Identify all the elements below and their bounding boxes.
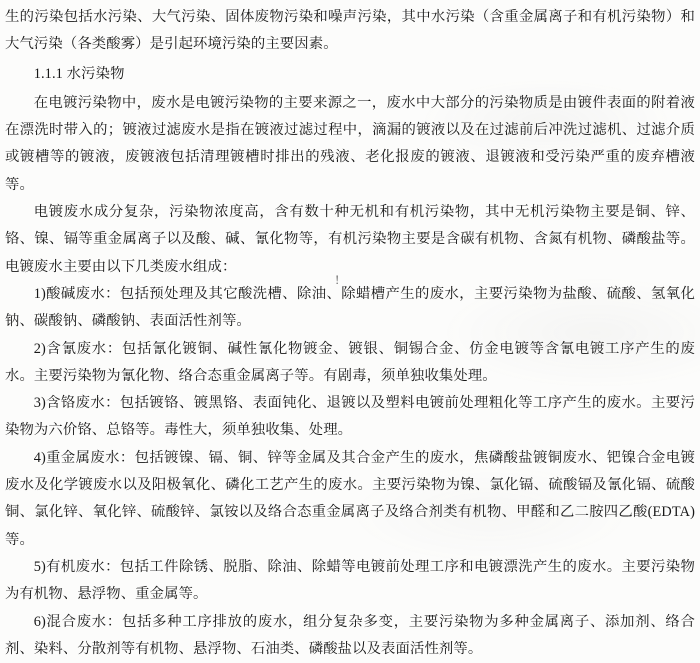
list-item-cyanide-wastewater: 2)含氰废水：包括氰化镀铜、碱性氰化物镀金、镀银、铜锡合金、仿金电镀等含氰电镀工序产生的废水。主要污染物为氰化物、络合态重金属离子等。有剧毒，须单独收集处理。 [5, 340, 695, 384]
document-text-body [5, 4, 695, 663]
list-item-heavy-metal-wastewater: 4)重金属废水：包括镀镍、镉、铜、锌等金属及其合金产生的废水，焦磷酸盐镀铜废水、钯镍合金电镀废水及化学镀废水以及阳极氧化、磷化工艺产生的废水。主要污染物为镍、氯化镉、硫酸镉及氰化镉、硫酸铜、氯化锌、氧化锌、硫酸锌、氯铵以及络合态重金属离子及络合剂类有机物、甲醛和乙二胺四乙酸(EDTA)等。 [5, 449, 695, 548]
list-item-chromium-wastewater: 3)含铬废水：包括镀铬、镀黑铬、表面钝化、退镀以及塑料电镀前处理粗化等工序产生的废水。主要污染物为六价铬、总铬等。毒性大，须单独收集、处理。 [5, 395, 695, 439]
scan-artifact-mark: ! [335, 272, 340, 287]
list-item-organic-wastewater: 5)有机废水：包括工件除锈、脱脂、除油、除蜡等电镀前处理工序和电镀漂洗产生的废水。主要污染物为有机物、悬浮物、重金属等。 [5, 558, 695, 603]
list-item-acid-alkali-wastewater: 1)酸碱废水：包括预处理及其它酸洗槽、除油、除蜡槽产生的废水，主要污染物为盐酸、硫酸、氢氧化钠、碳酸钠、磷酸钠、表面活性剂等。 [5, 285, 695, 330]
section-heading: 1.1.1 水污染物 [33, 65, 125, 82]
paragraph-intro-continuation: 生的污染包括水污染、大气污染、固体废物污染和噪声污染，其中水污染（含重金属离子和有机污染物）和大气污染（各类酸雾）是引起环境污染的主要因素。 [5, 9, 695, 53]
list-item-mixed-wastewater: 6)混合废水：包括多种工序排放的废水，组分复杂多变，主要污染物为多种金属离子、添加剂、络合剂、染料、分散剂等有机物、悬浮物、石油类、磷酸盐以及表面活性剂等。 [5, 613, 695, 657]
paragraph-wastewater-composition: 电镀废水成分复杂，污染物浓度高，含有数十种无机和有机污染物，其中无机污染物主要是铜、锌、铬、镍、镉等重金属离子以及酸、碱、氰化物等，有机污染物主要是含碳有机物、含氮有机物、磷酸盐等。电镀废水主要由以下几类废水组成： [5, 204, 695, 275]
paragraph-wastewater-sources: 在电镀污染物中，废水是电镀污染物的主要来源之一，废水中大部分的污染物质是由镀件表面的附着液在漂洗时带入的；镀液过滤废水是指在镀液过滤过程中，滴漏的镀液以及在过滤前后冲洗过滤机、过滤介质或镀槽等的镀液，废镀液包括清理镀槽时排出的残液、老化报废的镀液、退镀液和受污染严重的废弃槽液等。 [5, 94, 695, 193]
